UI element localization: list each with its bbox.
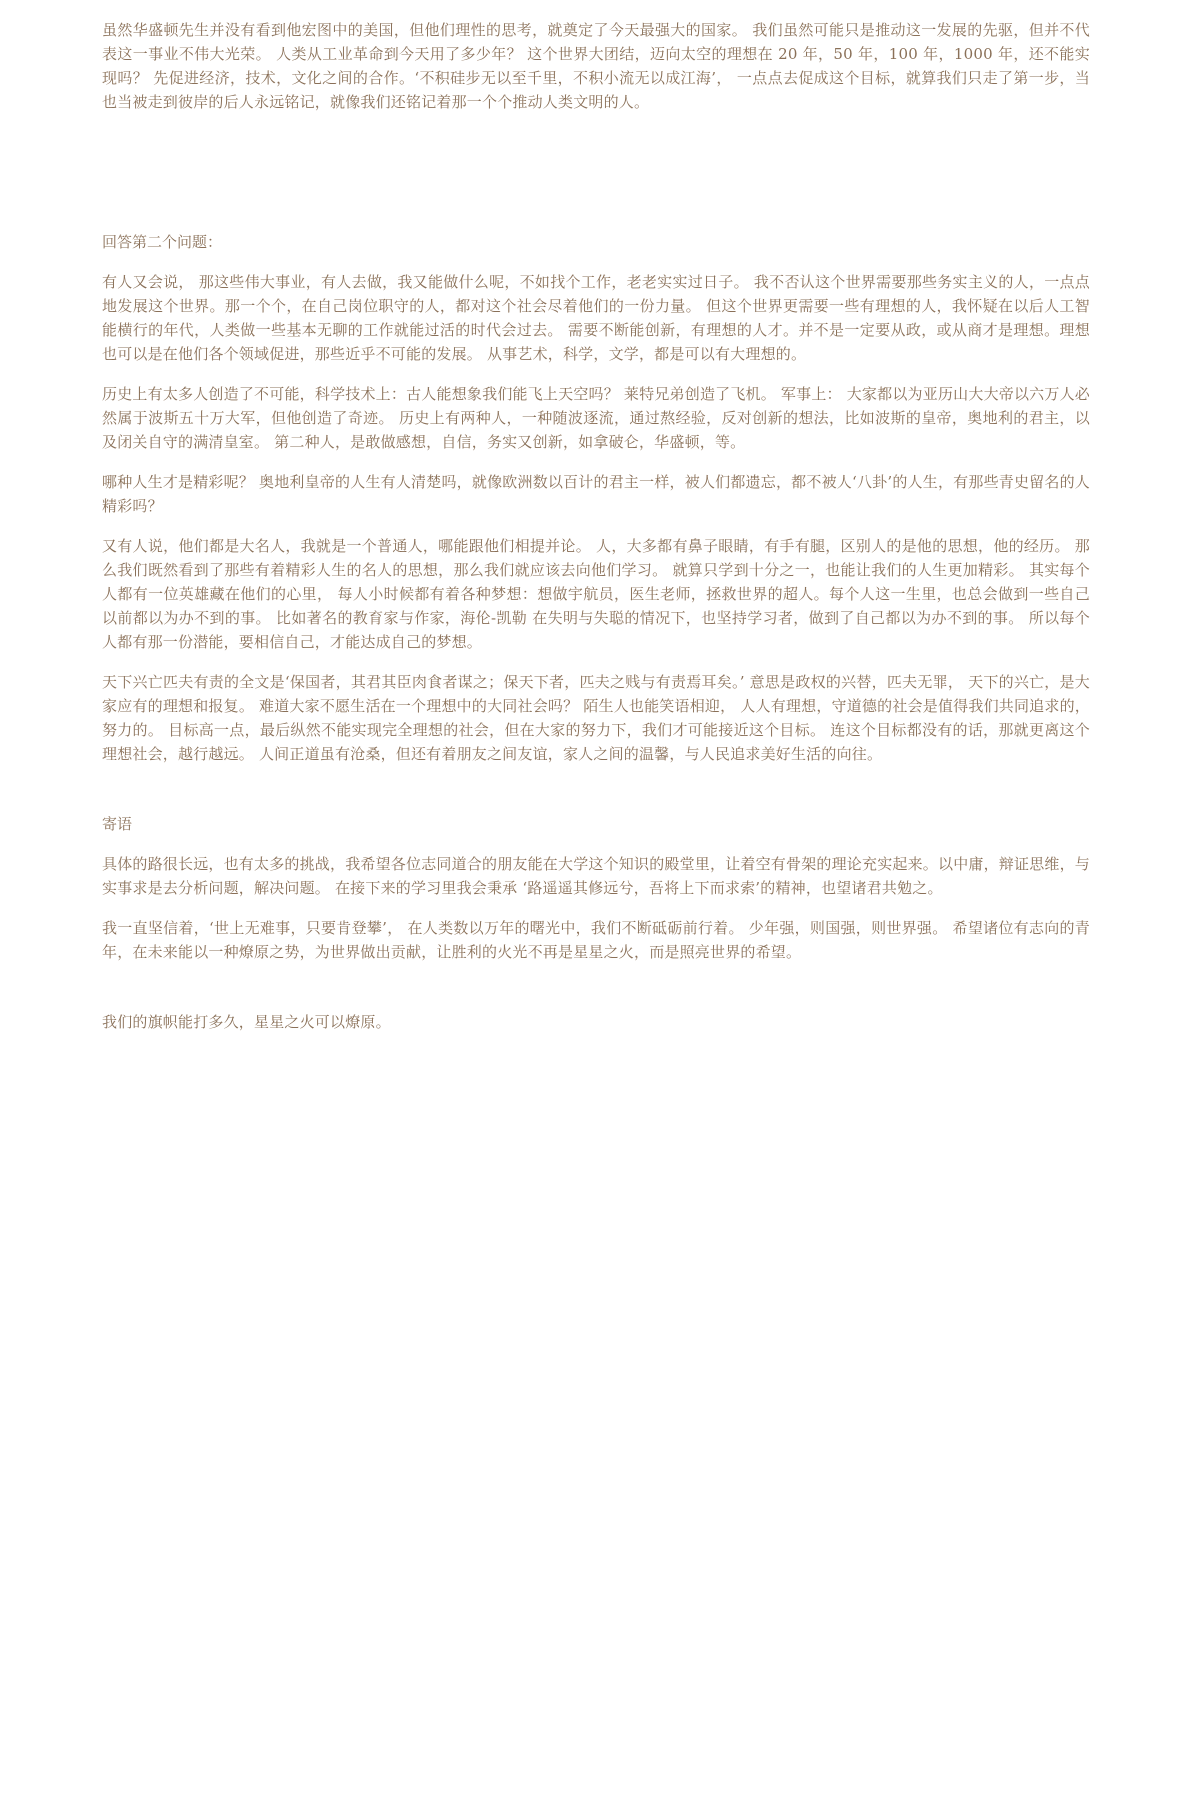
spacer [102,254,1090,270]
spacer [102,964,1090,1010]
spacer [102,836,1090,852]
section-heading-second-question: 回答第二个问题： [102,233,223,251]
paragraph-wonderful-life: 哪种人生才是精彩呢？ 奥地利皇帝的人生有人清楚吗，就像欧洲数以百计的君主一样，被人们都遗忘，都不被人‘八卦’的人生，有那些青史留名的人精彩吗？ [102,473,1090,515]
spacer [102,766,1090,812]
paragraph-history: 历史上有太多人创造了不可能，科学技术上：古人能想象我们能飞上天空吗？ 莱特兄弟创造了飞机。 军事上： 大家都以为亚历山大大帝以六万人必然属于波斯五十万大军，但他创造了奇迹。 历史上有两种人，一种随波逐流，通过熬经验，反对创新的想法，比如波斯的皇帝，奥地利的君主，以及闭关自守的满清皇室。 第二种人，是敢做感想，自信，务实又创新，如拿破仑，华盛顿，等。 [102,385,1090,451]
spacer [102,366,1090,382]
spacer [102,654,1090,670]
spacer [102,900,1090,916]
spacer [102,454,1090,470]
paragraph-belief: 我一直坚信着，‘世上无难事，只要肯登攀’， 在人类数以万年的曙光中，我们不断砥砺前行着。 少年强，则国强，则世界强。 希望诸位有志向的青年，在未来能以一种燎原之势，为世界做出贡献，让胜利的火光不再是星星之火，而是照亮世界的希望。 [102,919,1090,961]
paragraph-responsibility: 天下兴亡匹夫有责的全文是‘保国者，其君其臣肉食者谋之；保天下者，匹夫之贱与有责焉耳矣。’ 意思是政权的兴替，匹夫无罪， 天下的兴亡，是大家应有的理想和报复。 难道大家不愿生活在一个理想中的大同社会吗？ 陌生人也能笑语相迎， 人人有理想，守道德的社会是值得我们共同追求的，努力的。 目标高一点，最后纵然不能实现完全理想的社会，但在大家的努力下，我们才可能接近这个目标。 连这个目标都没有的话，那就更离这个理想社会，越行越远。 人间正道虽有沧桑，但还有着朋友之间友谊，家人之间的温馨，与人民追求美好生活的向往。 [102,673,1090,763]
paragraph-long-road: 具体的路很长远，也有太多的挑战，我希望各位志同道合的朋友能在大学这个知识的殿堂里，让着空有骨架的理论充实起来。以中庸，辩证思维，与实事求是去分析问题，解决问题。 在接下来的学习里我会秉承 ‘路遥遥其修远兮，吾将上下而求索’的精神，也望诸君共勉之。 [102,855,1091,897]
paragraph-ideal-people: 有人又会说， 那这些伟大事业，有人去做，我又能做什么呢，不如找个工作，老老实实过日子。 我不否认这个世界需要那些务实主义的人，一点点地发展这个世界。那一个个，在自己岗位职守的人，都对这个社会尽着他们的一份力量。 但这个世界更需要一些有理想的人，我怀疑在以后人工智能横行的年代，人类做一些基本无聊的工作就能过活的时代会过去。 需要不断能创新，有理想的人才。并不是一定要从政，或从商才是理想。理想也可以是在他们各个领域促进，那些近乎不可能的发展。 从事艺术，科学，文学，都是可以有大理想的。 [102,273,1090,363]
paragraph-closing: 我们的旗帜能打多久，星星之火可以燎原。 [102,1013,391,1031]
section-heading-message: 寄语 [102,815,133,833]
document-body [102,18,1090,1034]
spacer [102,518,1090,534]
spacer [102,114,1090,184]
paragraph-ordinary-people: 又有人说，他们都是大名人，我就是一个普通人，哪能跟他们相提并论。 人，大多都有鼻子眼睛，有手有腿，区别人的是他的思想，他的经历。 那么我们既然看到了那些有着精彩人生的名人的思想，那么我们就应该去向他们学习。 就算只学到十分之一，也能让我们的人生更加精彩。 其实每个人都有一位英雄藏在他们的心里， 每人小时候都有着各种梦想：想做宇航员，医生老师，拯救世界的超人。每个人这一生里，也总会做到一些自己以前都以为办不到的事。 比如著名的教育家与作家，海伦-凯勒 在失明与失聪的情况下，也坚持学习者，做到了自己都以为办不到的事。 所以每个人都有那一份潜能，要相信自己，才能达成自己的梦想。 [102,537,1090,651]
paragraph-washington: 虽然华盛顿先生并没有看到他宏图中的美国，但他们理性的思考，就奠定了今天最强大的国家。 我们虽然可能只是推动这一发展的先驱，但并不代表这一事业不伟大光荣。 人类从工业革命到今天用了多少年？ 这个世界大团结，迈向太空的理想在 20 年，50 年，100 年，1000 年，还不能实现吗？ 先促进经济，技术，文化之间的合作。‘不积硅步无以至千里，不积小流无以成江海’， 一点点去促成这个目标，就算我们只走了第一步，当也当被走到彼岸的后人永远铭记，就像我们还铭记着那一个个推动人类文明的人。 [102,21,1090,111]
spacer [102,184,1090,230]
